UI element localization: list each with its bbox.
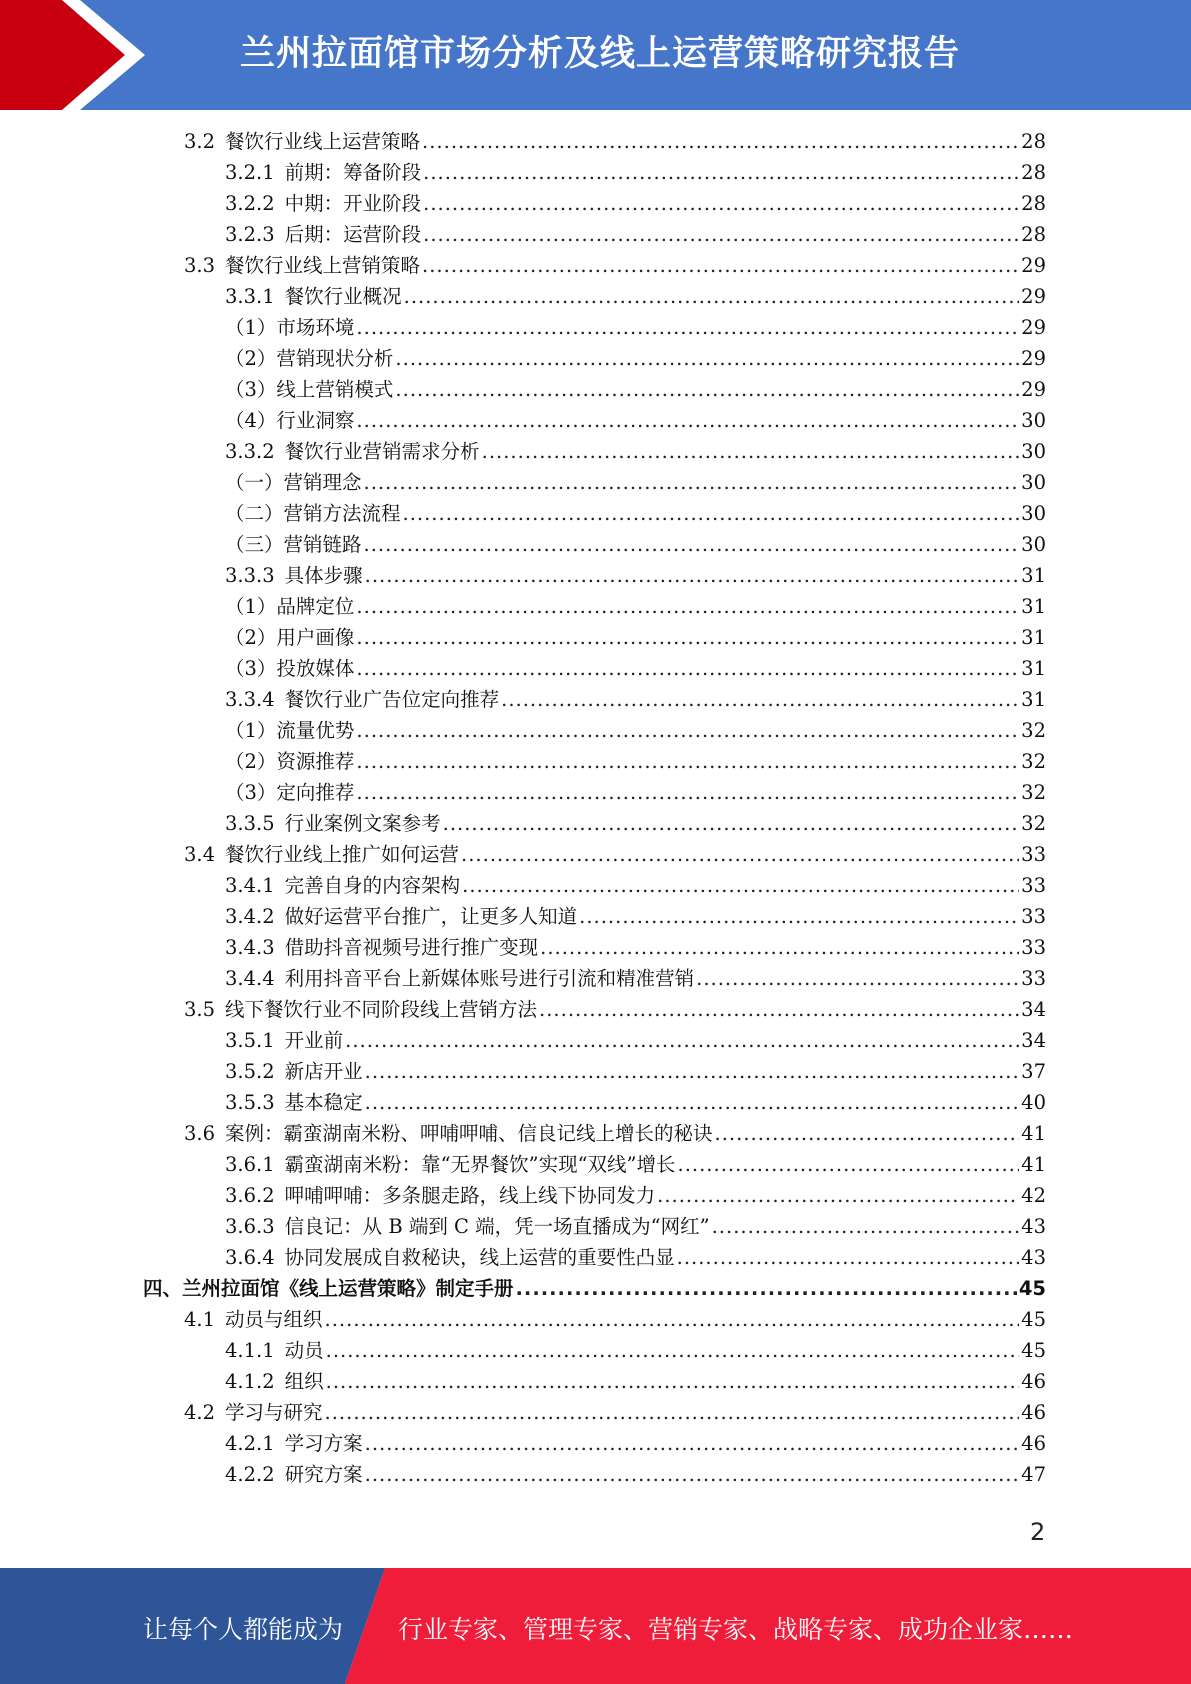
toc-entry-page: 30 <box>1021 471 1046 494</box>
toc-dot-leader <box>712 1211 1020 1242</box>
toc-entry-page: 30 <box>1021 409 1046 432</box>
toc-entry-page: 29 <box>1021 285 1046 308</box>
toc-dot-leader <box>356 591 1019 622</box>
toc-entry-number: 3.3 <box>184 254 216 277</box>
toc-entry-number: 3.5 <box>184 998 216 1021</box>
toc-entry-number: 3.3.5 <box>225 812 275 835</box>
toc-entry-number: 3.2.1 <box>225 161 275 184</box>
toc-entry-page: 43 <box>1021 1215 1046 1238</box>
toc-entry-label: 中期：开业阶段 <box>284 192 422 215</box>
toc-entry-page: 45 <box>1018 1277 1046 1300</box>
toc-dot-leader <box>345 1025 1019 1056</box>
toc-entry-label: （1）市场环境 <box>225 316 355 339</box>
toc-entry[interactable] <box>184 839 1046 870</box>
toc-dot-leader <box>395 343 1019 374</box>
toc-entry[interactable] <box>225 1242 1046 1273</box>
toc-entry-page: 45 <box>1021 1308 1046 1331</box>
toc-dot-leader <box>365 1056 1020 1087</box>
toc-entry-label: 线下餐饮行业不同阶段线上营销方法 <box>225 998 538 1021</box>
toc-dot-leader <box>364 529 1020 560</box>
toc-entry[interactable] <box>225 1180 1046 1211</box>
toc-entry-label: 学习方案 <box>284 1432 363 1455</box>
toc-entry[interactable] <box>184 126 1046 157</box>
toc-entry-label: 组织 <box>284 1370 324 1393</box>
toc-entry-label: （3）线上营销模式 <box>225 378 394 401</box>
toc-entry-page: 31 <box>1021 564 1046 587</box>
toc-entry[interactable] <box>225 467 1046 498</box>
toc-entry[interactable] <box>225 157 1046 188</box>
toc-entry[interactable] <box>225 281 1046 312</box>
toc-entry[interactable] <box>225 746 1046 777</box>
toc-entry-page: 33 <box>1021 967 1046 990</box>
toc-dot-leader <box>443 808 1020 839</box>
toc-dot-leader <box>539 994 1019 1025</box>
footer-slogan-left: 让每个人都能成为 <box>143 1615 344 1644</box>
toc-entry-label: 前期：筹备阶段 <box>284 161 422 184</box>
toc-dot-leader <box>365 1428 1020 1459</box>
toc-entry-number: 3.5.1 <box>225 1029 275 1052</box>
toc-entry[interactable] <box>225 560 1046 591</box>
toc-entry-label: 利用抖音平台上新媒体账号进行引流和精准营销 <box>284 967 695 990</box>
toc-entry-label: （一）营销理念 <box>225 471 362 494</box>
toc-entry[interactable] <box>184 1397 1046 1428</box>
toc-entry[interactable] <box>225 1211 1046 1242</box>
toc-dot-leader <box>422 250 1019 281</box>
toc-entry-label: （4）行业洞察 <box>225 409 355 432</box>
toc-entry-page: 46 <box>1021 1401 1046 1424</box>
toc-dot-leader <box>482 436 1020 467</box>
toc-entry-label: （二）营销方法流程 <box>225 502 401 525</box>
toc-entry[interactable] <box>225 1459 1046 1490</box>
toc-entry-number: 3.4.1 <box>225 874 275 897</box>
toc-dot-leader <box>423 219 1019 250</box>
toc-entry-number: 4.1.2 <box>225 1370 275 1393</box>
toc-entry-page: 40 <box>1021 1091 1046 1114</box>
toc-entry-page: 32 <box>1021 781 1046 804</box>
toc-entry[interactable] <box>225 498 1046 529</box>
toc-dot-leader <box>356 777 1019 808</box>
page-footer <box>0 1568 1191 1684</box>
toc-entry[interactable] <box>225 1335 1046 1366</box>
toc-entry-number: 4.2 <box>184 1401 216 1424</box>
toc-dot-leader <box>403 498 1020 529</box>
toc-dot-leader <box>422 126 1019 157</box>
toc-entry[interactable] <box>225 1149 1046 1180</box>
toc-entry-label: 协同发展成自救秘诀，线上运营的重要性凸显 <box>284 1246 675 1269</box>
toc-entry[interactable] <box>225 219 1046 250</box>
toc-entry[interactable] <box>225 1025 1046 1056</box>
toc-entry-label: （2）资源推荐 <box>225 750 355 773</box>
toc-entry-number: 3.6 <box>184 1122 216 1145</box>
toc-entry-label: （1）品牌定位 <box>225 595 355 618</box>
toc-entry-number: 3.4.4 <box>225 967 275 990</box>
toc-entry-number: 3.4 <box>184 843 216 866</box>
toc-dot-leader <box>540 932 1019 963</box>
toc-entry-label: 动员 <box>284 1339 324 1362</box>
toc-entry-page: 28 <box>1021 161 1046 184</box>
toc-entry[interactable] <box>225 777 1046 808</box>
toc-entry-page: 29 <box>1021 347 1046 370</box>
toc-dot-leader <box>423 157 1019 188</box>
toc-entry-label: 餐饮行业广告位定向推荐 <box>284 688 500 711</box>
toc-entry-page: 29 <box>1021 378 1046 401</box>
toc-dot-leader <box>326 1335 1020 1366</box>
toc-entry[interactable] <box>184 1304 1046 1335</box>
toc-dot-leader <box>404 281 1020 312</box>
toc-entry[interactable] <box>225 932 1046 963</box>
toc-entry-label: （2）用户画像 <box>225 626 355 649</box>
toc-entry[interactable] <box>225 188 1046 219</box>
toc-entry-label: 做好运营平台推广，让更多人知道 <box>284 905 578 928</box>
toc-entry-page: 46 <box>1021 1432 1046 1455</box>
toc-entry-label: 新店开业 <box>284 1060 363 1083</box>
toc-entry[interactable] <box>225 1087 1046 1118</box>
toc-dot-leader <box>356 622 1019 653</box>
toc-entry-page: 31 <box>1021 688 1046 711</box>
toc-entry[interactable] <box>225 312 1046 343</box>
toc-entry-label: 四、兰州拉面馆《线上运营策略》制定手册 <box>143 1277 514 1300</box>
toc-entry-number: 3.3.2 <box>225 440 275 463</box>
toc-entry-page: 37 <box>1021 1060 1046 1083</box>
toc-entry[interactable] <box>184 1118 1046 1149</box>
toc-entry[interactable] <box>225 622 1046 653</box>
toc-entry-page: 32 <box>1021 719 1046 742</box>
toc-entry[interactable] <box>225 343 1046 374</box>
toc-entry-number: 4.1 <box>184 1308 216 1331</box>
toc-entry-label: 后期：运营阶段 <box>284 223 422 246</box>
toc-dot-leader <box>395 374 1019 405</box>
toc-dot-leader <box>325 1304 1020 1335</box>
toc-entry-page: 28 <box>1021 223 1046 246</box>
toc-entry-number: 3.6.4 <box>225 1246 275 1269</box>
toc-entry-number: 3.4.2 <box>225 905 275 928</box>
toc-entry-label: 霸蛮湖南米粉：靠“无界餐饮”实现“双线”增长 <box>284 1153 676 1176</box>
toc-entry-label: 餐饮行业线上推广如何运营 <box>225 843 460 866</box>
toc-dot-leader <box>678 1149 1020 1180</box>
toc-entry-number: 3.2 <box>184 130 216 153</box>
toc-entry-number: 3.3.3 <box>225 564 275 587</box>
toc-entry[interactable] <box>184 994 1046 1025</box>
toc-entry-number: 3.6.1 <box>225 1153 275 1176</box>
toc-entry-label: 餐饮行业概况 <box>284 285 402 308</box>
toc-dot-leader <box>365 1459 1020 1490</box>
toc-dot-leader <box>501 684 1019 715</box>
toc-entry[interactable] <box>225 684 1046 715</box>
toc-dot-leader <box>356 405 1019 436</box>
toc-entry-page: 47 <box>1021 1463 1046 1486</box>
footer-slogan-right: 行业专家、管理专家、营销专家、战略专家、成功企业家…… <box>398 1615 1074 1644</box>
toc-entry-page: 43 <box>1021 1246 1046 1269</box>
toc-entry-number: 3.5.3 <box>225 1091 275 1114</box>
toc-entry-page: 28 <box>1021 192 1046 215</box>
toc-entry-number: 4.2.1 <box>225 1432 275 1455</box>
toc-entry-label: 研究方案 <box>284 1463 363 1486</box>
toc-entry[interactable] <box>225 529 1046 560</box>
page-header <box>0 0 1191 110</box>
toc-entry-page: 30 <box>1021 502 1046 525</box>
toc-entry-label: （1）流量优势 <box>225 719 355 742</box>
toc-entry-label: 开业前 <box>284 1029 344 1052</box>
toc-entry-number: 3.2.2 <box>225 192 275 215</box>
toc-dot-leader <box>356 746 1019 777</box>
toc-entry-label: 基本稳定 <box>284 1091 363 1114</box>
toc-entry-label: 餐饮行业营销需求分析 <box>284 440 480 463</box>
toc-entry-label: 动员与组织 <box>225 1308 323 1331</box>
toc-entry-page: 34 <box>1021 998 1046 1021</box>
toc-entry[interactable] <box>225 374 1046 405</box>
toc-entry-page: 31 <box>1021 626 1046 649</box>
toc-entry-label: 完善自身的内容架构 <box>284 874 461 897</box>
toc-entry-number: 4.1.1 <box>225 1339 275 1362</box>
toc-entry[interactable] <box>225 653 1046 684</box>
toc-entry-page: 45 <box>1021 1339 1046 1362</box>
toc-dot-leader <box>657 1180 1019 1211</box>
toc-entry-label: 餐饮行业线上营销策略 <box>225 254 421 277</box>
toc-entry-label: （三）营销链路 <box>225 533 362 556</box>
toc-entry-page: 33 <box>1021 874 1046 897</box>
toc-entry-page: 33 <box>1021 843 1046 866</box>
toc-entry-number: 3.2.3 <box>225 223 275 246</box>
toc-entry[interactable] <box>143 1273 1046 1304</box>
toc-entry-label: （3）投放媒体 <box>225 657 355 680</box>
toc-dot-leader <box>364 467 1020 498</box>
toc-entry-label: 具体步骤 <box>284 564 363 587</box>
toc-entry[interactable] <box>225 963 1046 994</box>
toc-entry[interactable] <box>225 808 1046 839</box>
toc-entry-page: 30 <box>1021 440 1046 463</box>
toc-entry-page: 42 <box>1021 1184 1046 1207</box>
toc-entry-page: 28 <box>1021 130 1046 153</box>
toc-entry-page: 32 <box>1021 812 1046 835</box>
toc-dot-leader <box>579 901 1019 932</box>
header-title: 兰州拉面馆市场分析及线上运营策略研究报告 <box>240 34 961 74</box>
toc-entry-page: 41 <box>1021 1153 1046 1176</box>
toc-dot-leader <box>365 1087 1020 1118</box>
toc-entry-number: 3.3.1 <box>225 285 275 308</box>
toc-entry-number: 3.5.2 <box>225 1060 275 1083</box>
toc-entry[interactable] <box>225 1366 1046 1397</box>
toc-entry-number: 3.6.3 <box>225 1215 275 1238</box>
toc-entry-label: 呷哺呷哺：多条腿走路，线上线下协同发力 <box>284 1184 656 1207</box>
toc-entry-number: 3.3.4 <box>225 688 275 711</box>
toc-dot-leader <box>365 560 1020 591</box>
toc-dot-leader <box>462 870 1019 901</box>
toc-entry[interactable] <box>225 591 1046 622</box>
toc-entry-number: 4.2.2 <box>225 1463 275 1486</box>
toc-dot-leader <box>356 653 1019 684</box>
toc-entry-label: （2）营销现状分析 <box>225 347 394 370</box>
toc-entry[interactable] <box>225 901 1046 932</box>
toc-entry-page: 31 <box>1021 657 1046 680</box>
toc-entry-page: 41 <box>1021 1122 1046 1145</box>
toc-entry-page: 33 <box>1021 936 1046 959</box>
toc-entry-label: 学习与研究 <box>225 1401 323 1424</box>
toc-entry-label: 借助抖音视频号进行推广变现 <box>284 936 539 959</box>
toc-entry[interactable] <box>225 715 1046 746</box>
toc-entry[interactable] <box>225 1056 1046 1087</box>
toc-entry-label: 信良记：从 B 端到 C 端，凭一场直播成为“网红” <box>284 1215 710 1238</box>
toc-entry-page: 46 <box>1021 1370 1046 1393</box>
toc-entry-page: 29 <box>1021 254 1046 277</box>
toc-entry-label: 行业案例文案参考 <box>284 812 441 835</box>
toc-dot-leader <box>677 1242 1020 1273</box>
toc-dot-leader <box>715 1118 1020 1149</box>
toc-dot-leader <box>356 715 1019 746</box>
toc-entry-number: 3.4.3 <box>225 936 275 959</box>
page-number: 2 <box>1030 1518 1046 1546</box>
toc-dot-leader <box>356 312 1019 343</box>
toc-dot-leader <box>423 188 1019 219</box>
toc-entry-label: 案例：霸蛮湖南米粉、呷哺呷哺、信良记线上增长的秘诀 <box>225 1122 713 1145</box>
toc-entry[interactable] <box>184 250 1046 281</box>
toc-dot-leader <box>461 839 1019 870</box>
toc-entry-page: 29 <box>1021 316 1046 339</box>
toc-entry-page: 30 <box>1021 533 1046 556</box>
toc-entry-label: 餐饮行业线上运营策略 <box>225 130 421 153</box>
toc-dot-leader <box>326 1366 1020 1397</box>
toc-entry-page: 32 <box>1021 750 1046 773</box>
toc-entry[interactable] <box>225 870 1046 901</box>
toc-dot-leader <box>516 1273 1017 1304</box>
toc-dot-leader <box>696 963 1019 994</box>
toc-entry-page: 34 <box>1021 1029 1046 1052</box>
toc-entry[interactable] <box>225 436 1046 467</box>
toc-entry[interactable] <box>225 405 1046 436</box>
toc-dot-leader <box>325 1397 1020 1428</box>
toc-entry-page: 31 <box>1021 595 1046 618</box>
toc-entry-number: 3.6.2 <box>225 1184 275 1207</box>
toc-entry-page: 33 <box>1021 905 1046 928</box>
toc-entry[interactable] <box>225 1428 1046 1459</box>
toc-entry-label: （3）定向推荐 <box>225 781 355 804</box>
